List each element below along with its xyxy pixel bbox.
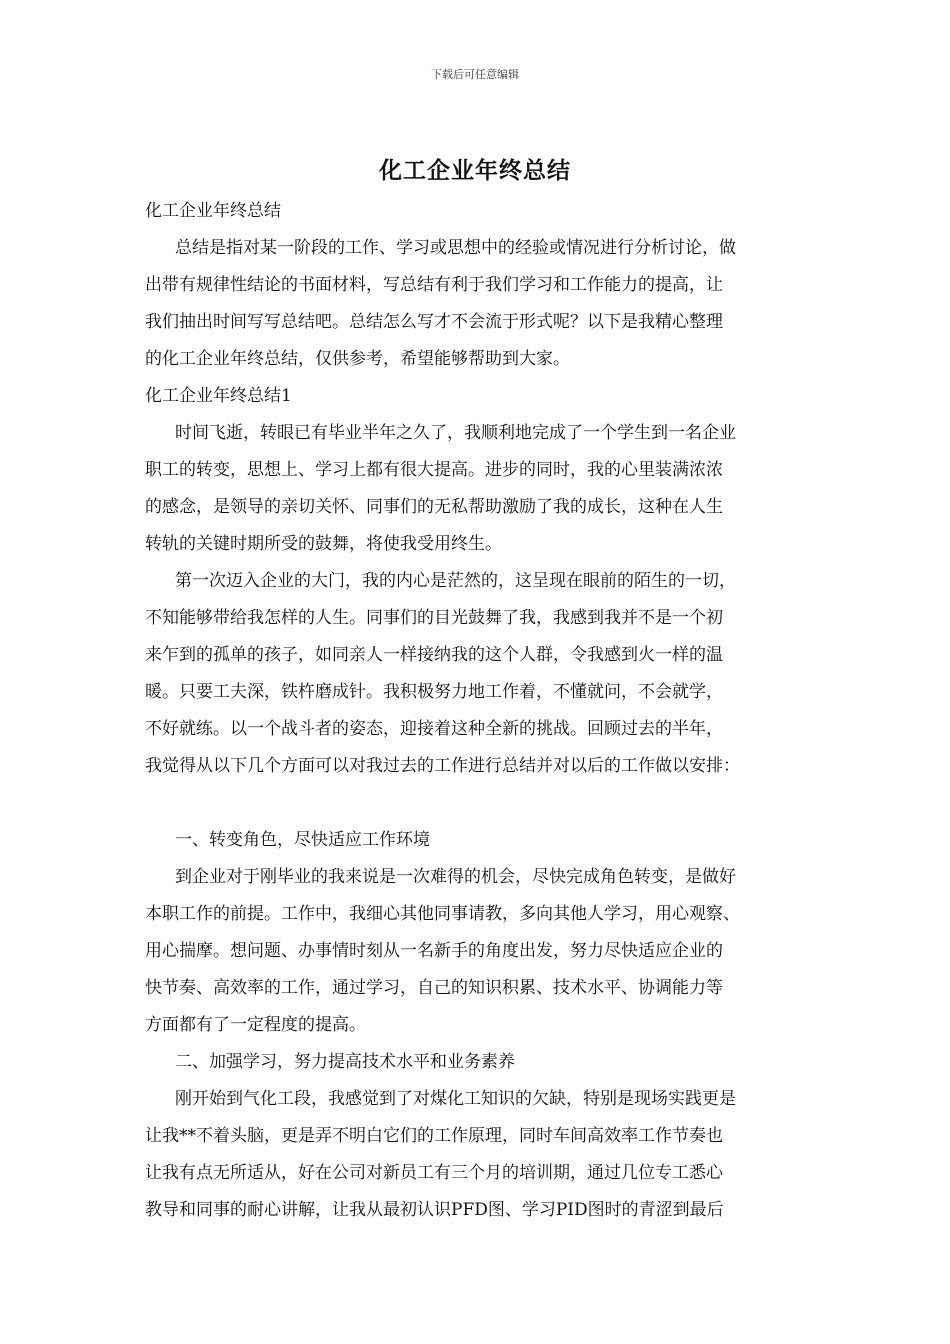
paragraph-line: 总结是指对某一阶段的工作、学习或思想中的经验或情况进行分析讨论，做: [175, 238, 736, 258]
paragraph-line: 时间飞逝，转眼已有毕业半年之久了，我顺利地完成了一个学生到一名企业: [175, 423, 736, 443]
paragraph-line: 我觉得从以下几个方面可以对我过去的工作进行总结并对以后的工作做以安排：: [145, 756, 740, 776]
paragraph-line: 到企业对于刚毕业的我来说是一次难得的机会，尽快完成角色转变，是做好: [175, 867, 736, 887]
paragraph-line: 让我有点无所适从，好在公司对新员工有三个月的培训期，通过几位专工悉心: [145, 1163, 723, 1183]
paragraph-line: 方面都有了一定程度的提高。: [145, 1015, 366, 1035]
paragraph-line: 的感念，是领导的亲切关怀、同事们的无私帮助激励了我的成长，这种在人生: [145, 497, 723, 517]
paragraph-line: 职工的转变，思想上、学习上都有很大提高。进步的同时，我的心里装满浓浓: [145, 460, 723, 480]
paragraph-line: 本职工作的前提。工作中，我细心其他同事请教，多向其他人学习，用心观察、: [145, 904, 740, 924]
paragraph-line: 用心揣摩。想问题、办事情时刻从一名新手的角度出发，努力尽快适应企业的: [145, 941, 723, 961]
paragraph-line: 我们抽出时间写写总结吧。总结怎么写才不会流于形式呢？以下是我精心整理: [145, 312, 723, 332]
paragraph-line: 快节奏、高效率的工作，通过学习，自己的知识积累、技术水平、协调能力等: [145, 978, 723, 998]
header-note: 下载后可任意编辑: [431, 68, 519, 81]
paragraph-line: 的化工企业年终总结，仅供参考，希望能够帮助到大家。: [145, 349, 570, 369]
document-title: 化工企业年终总结: [379, 157, 571, 184]
paragraph-line: 来乍到的孤单的孩子，如同亲人一样接纳我的这个人群，令我感到火一样的温: [145, 645, 723, 665]
paragraph-line: 不好就练。以一个战斗者的姿态，迎接着这种全新的挑战。回顾过去的半年，: [145, 719, 723, 739]
paragraph-line: 暖。只要工夫深，铁杵磨成针。我积极努力地工作着，不懂就问，不会就学，: [145, 682, 723, 702]
document-body: [145, 198, 821, 1234]
subheading: 化工企业年终总结1: [145, 386, 292, 406]
section-heading: 二、加强学习，努力提高技术水平和业务素养: [175, 1052, 515, 1072]
paragraph-line: 出带有规律性结论的书面材料，写总结有利于我们学习和工作能力的提高，让: [145, 275, 723, 295]
paragraph-line: 让我**不着头脑，更是弄不明白它们的工作原理，同时车间高效率工作节奏也: [145, 1126, 723, 1146]
paragraph-line: 教导和同事的耐心讲解，让我从最初认识PFD图、学习PID图时的青涩到最后: [145, 1200, 724, 1220]
subheading: 化工企业年终总结: [145, 201, 281, 221]
paragraph-line: 不知能够带给我怎样的人生。同事们的目光鼓舞了我，我感到我并不是一个初: [145, 608, 723, 628]
section-heading: 一、转变角色，尽快适应工作环境: [175, 830, 430, 850]
paragraph-line: 刚开始到气化工段，我感觉到了对煤化工知识的欠缺，特别是现场实践更是: [175, 1089, 736, 1109]
blank-line: [145, 790, 821, 827]
paragraph-line: 第一次迈入企业的大门，我的内心是茫然的，这呈现在眼前的陌生的一切，: [175, 571, 736, 591]
paragraph-line: 转轨的关键时期所受的鼓舞，将使我受用终生。: [145, 534, 502, 554]
